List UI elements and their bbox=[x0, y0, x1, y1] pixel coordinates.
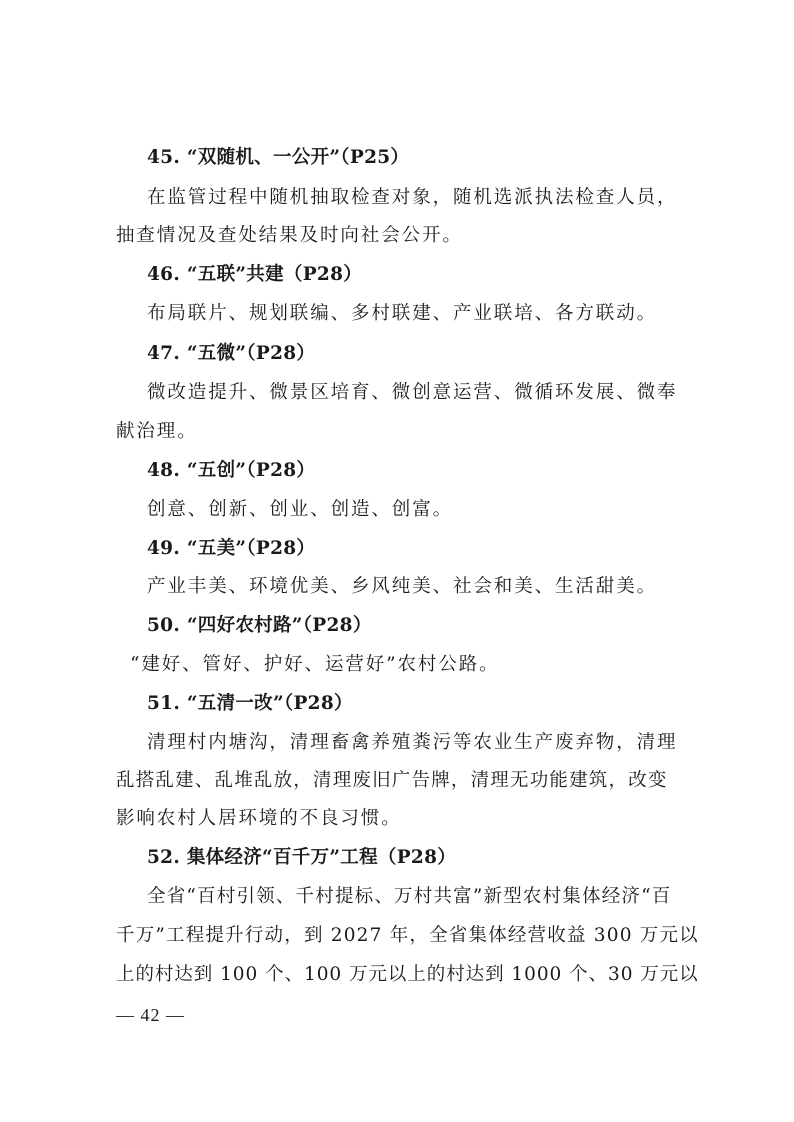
entry-49-heading: 49. “五美”（P28） bbox=[147, 538, 316, 559]
entry-47-body-line-2: 献治理。 bbox=[116, 421, 198, 442]
entry-50-heading: 50. “四好农村路”（P28） bbox=[147, 615, 372, 636]
entry-45-heading: 45. “双随机、一公开”（P25） bbox=[147, 147, 410, 168]
entry-46-heading: 46. “五联”共建（P28） bbox=[147, 264, 363, 285]
entry-52-body-line-3: 上的村达到 100 个、100 万元以上的村达到 1000 个、30 万元以 bbox=[116, 964, 699, 985]
entry-52-body-line-2: 千万”工程提升行动，到 2027 年，全省集体经营收益 300 万元以 bbox=[116, 925, 699, 946]
entry-51-body-line-1: 清理村内塘沟，清理畜禽养殖粪污等农业生产废弃物，清理 bbox=[147, 732, 678, 753]
entry-48-body-line-1: 创意、创新、创业、创造、创富。 bbox=[147, 499, 454, 520]
entry-51-heading: 51. “五清一改”（P28） bbox=[147, 693, 353, 714]
entry-47-heading: 47. “五微”（P28） bbox=[147, 343, 316, 364]
entry-45-body-line-1: 在监管过程中随机抽取检查对象，随机选派执法检查人员， bbox=[147, 187, 678, 208]
entry-51-body-line-3: 影响农村人居环境的不良习惯。 bbox=[116, 808, 402, 829]
entry-51-body-line-2: 乱搭乱建、乱堆乱放，清理废旧广告牌，清理无功能建筑，改变 bbox=[116, 770, 668, 791]
entry-47-body-line-1: 微改造提升、微景区培育、微创意运营、微循环发展、微奉 bbox=[147, 382, 678, 403]
entry-52-body-line-1: 全省“百村引领、千村提标、万村共富”新型农村集体经济“百 bbox=[147, 886, 672, 907]
entry-52-heading: 52. 集体经济“百千万”工程（P28） bbox=[147, 847, 457, 868]
entry-49-body-line-1: 产业丰美、环境优美、乡风纯美、社会和美、生活甜美。 bbox=[147, 576, 658, 597]
page-number: — 42 — bbox=[116, 1005, 185, 1025]
entry-45-body-line-2: 抽查情况及查处结果及时向社会公开。 bbox=[116, 225, 463, 246]
entry-46-body-line-1: 布局联片、规划联编、多村联建、产业联培、各方联动。 bbox=[147, 303, 658, 324]
entry-50-body-line-1: “建好、管好、护好、运营好”农村公路。 bbox=[130, 654, 500, 675]
entry-48-heading: 48. “五创”（P28） bbox=[147, 460, 316, 481]
